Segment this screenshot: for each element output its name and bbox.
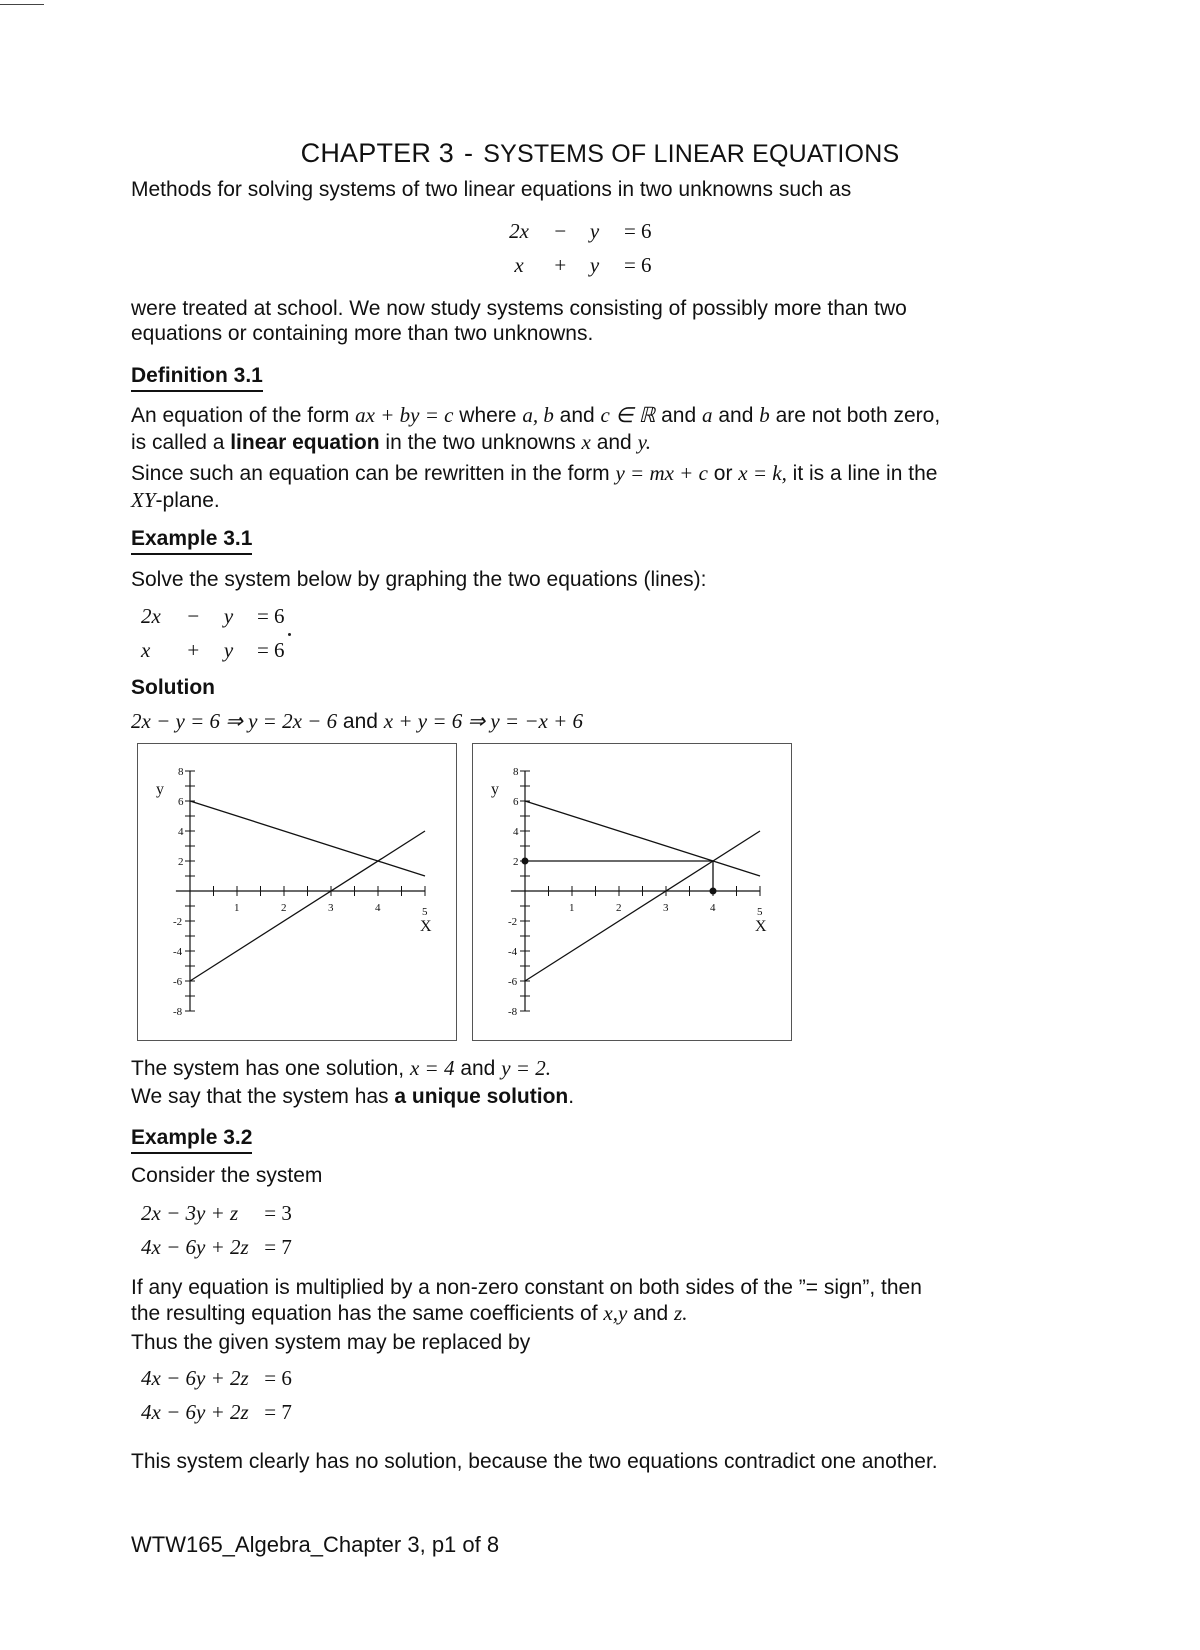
y-tick-label: 8 — [178, 766, 184, 778]
x-tick-label: 4 — [710, 902, 716, 914]
eq-lhs: 4x − 6y + 2z — [141, 1400, 249, 1424]
example1-conclusion2: We say that the system has a unique solution. — [131, 1085, 575, 1108]
solution-label: Solution — [131, 676, 215, 699]
point-marker — [522, 858, 529, 865]
series-line — [190, 801, 425, 876]
eq-operator: − — [554, 219, 567, 243]
y-tick-label: 2 — [178, 856, 184, 868]
y-tick-label: 6 — [513, 796, 519, 808]
x-tick-label: 5 — [422, 906, 428, 918]
y-tick-label: 6 — [178, 796, 184, 808]
equation-row — [500, 214, 664, 248]
eq-rhs: = 6 — [256, 604, 285, 628]
example2-text1: If any equation is multiplied by a non-zero constant on both sides of the ”= sign”, then — [131, 1276, 922, 1299]
intro-after-line1: were treated at school. We now study systems consisting of possibly more than two — [131, 297, 907, 320]
chapter-subject: SYSTEMS OF LINEAR EQUATIONS — [483, 140, 900, 168]
graph-left — [137, 743, 457, 1041]
eq-operator: − — [187, 604, 200, 628]
definition-line4: XY-plane. — [131, 488, 220, 512]
graph-right-svg — [473, 744, 791, 1040]
eq-term: y — [589, 253, 600, 277]
x-tick-label: 4 — [375, 902, 381, 914]
y-tick-label: -8 — [508, 1006, 518, 1018]
eq-rhs: = 7 — [264, 1400, 292, 1424]
series-line — [525, 831, 760, 981]
y-tick-label: -4 — [508, 946, 518, 958]
scan-edge-mark — [0, 4, 44, 5]
y-tick-label: 8 — [513, 766, 519, 778]
y-tick-label: -2 — [173, 916, 183, 928]
definition-line1: An equation of the form ax + by = c where a, b and c ∈ ℝ and a and b are not both zero, — [131, 403, 941, 427]
eq-rhs: = 6 — [623, 219, 652, 243]
intro-text: Methods for solving systems of two linear equations in two unknowns such as — [131, 178, 852, 201]
equation-row — [141, 599, 295, 633]
series-line — [525, 801, 760, 876]
x-tick-label: 1 — [234, 902, 240, 914]
y-tick-label: -6 — [508, 976, 518, 988]
eq-rhs: = 7 — [264, 1235, 292, 1259]
y-tick-label: 4 — [178, 826, 184, 838]
eq-term: y — [223, 638, 234, 662]
example2-system — [141, 1196, 304, 1264]
eq-lhs: 2x − 3y + z — [141, 1201, 239, 1225]
intro-system — [500, 214, 664, 282]
x-axis-label: X — [755, 918, 767, 935]
equation-row — [141, 1395, 304, 1429]
eq-lhs: 4x − 6y + 2z — [141, 1235, 249, 1259]
graph-right — [472, 743, 792, 1041]
example1-conclusion1: The system has one solution, x = 4 and y = 2. — [131, 1056, 551, 1080]
eq-term: x — [514, 253, 524, 277]
x-tick-label: 1 — [569, 902, 575, 914]
x-axis-label: X — [420, 918, 432, 935]
definition-line2: is called a linear equation in the two unknowns x and y. — [131, 430, 651, 454]
eq-operator: + — [554, 253, 567, 277]
eq-operator: + — [187, 638, 200, 662]
y-tick-label: -6 — [173, 976, 183, 988]
definition-line3: Since such an equation can be rewritten in the form y = mx + c or x = k, it is a line in the — [131, 461, 938, 485]
x-tick-label: 3 — [663, 902, 669, 914]
eq-term: 2x — [509, 219, 529, 243]
equation-row — [141, 1230, 304, 1264]
eq-term: x — [141, 638, 151, 662]
equation-row — [500, 248, 664, 282]
equation-row — [141, 1196, 304, 1230]
example2-heading: Example 3.2 — [131, 1125, 1031, 1154]
point-marker — [710, 888, 717, 895]
chapter-label: CHAPTER 3 — [300, 138, 454, 168]
example1-prompt: Solve the system below by graphing the two equations (lines): — [131, 568, 707, 591]
equation-row — [141, 633, 295, 667]
x-tick-label: 2 — [616, 902, 622, 914]
eq-rhs: = 6 — [623, 253, 652, 277]
y-tick-label: -4 — [173, 946, 183, 958]
y-tick-label: -8 — [173, 1006, 183, 1018]
example2-text3: Thus the given system may be replaced by — [131, 1331, 531, 1354]
series-line — [190, 831, 425, 981]
x-tick-label: 2 — [281, 902, 287, 914]
solution-line: 2x − y = 6 ⇒ y = 2x − 6 and x + y = 6 ⇒ y = −x + 6 — [131, 709, 584, 733]
x-tick-label: 5 — [757, 906, 763, 918]
y-tick-label: 4 — [513, 826, 519, 838]
intro-after-line2: equations or containing more than two unknowns. — [131, 322, 594, 345]
example2-system2 — [141, 1361, 304, 1429]
stray-dot — [288, 633, 291, 636]
eq-term: y — [223, 604, 234, 628]
equation-row — [141, 1361, 304, 1395]
definition-heading: Definition 3.1 — [131, 363, 1031, 392]
example2-prompt: Consider the system — [131, 1164, 323, 1187]
page-title — [0, 138, 1200, 169]
y-tick-label: 2 — [513, 856, 519, 868]
example1-system — [141, 599, 295, 667]
eq-term: 2x — [141, 604, 161, 628]
example2-text4: This system clearly has no solution, because the two equations contradict one another. — [131, 1450, 938, 1473]
y-axis-label: y — [491, 781, 499, 798]
graph-left-svg — [138, 744, 456, 1040]
eq-rhs: = 6 — [256, 638, 285, 662]
x-tick-label: 3 — [328, 902, 334, 914]
eq-rhs: = 3 — [264, 1201, 292, 1225]
example1-heading: Example 3.1 — [131, 526, 1031, 555]
y-tick-label: -2 — [508, 916, 518, 928]
eq-term: y — [589, 219, 600, 243]
page-footer: WTW165_Algebra_Chapter 3, p1 of 8 — [131, 1532, 500, 1557]
eq-rhs: = 6 — [264, 1366, 292, 1390]
eq-lhs: 4x − 6y + 2z — [141, 1366, 249, 1390]
y-axis-label: y — [156, 781, 164, 798]
example2-text2: the resulting equation has the same coefficients of x,y and z. — [131, 1301, 688, 1325]
title-separator: - — [464, 138, 474, 168]
